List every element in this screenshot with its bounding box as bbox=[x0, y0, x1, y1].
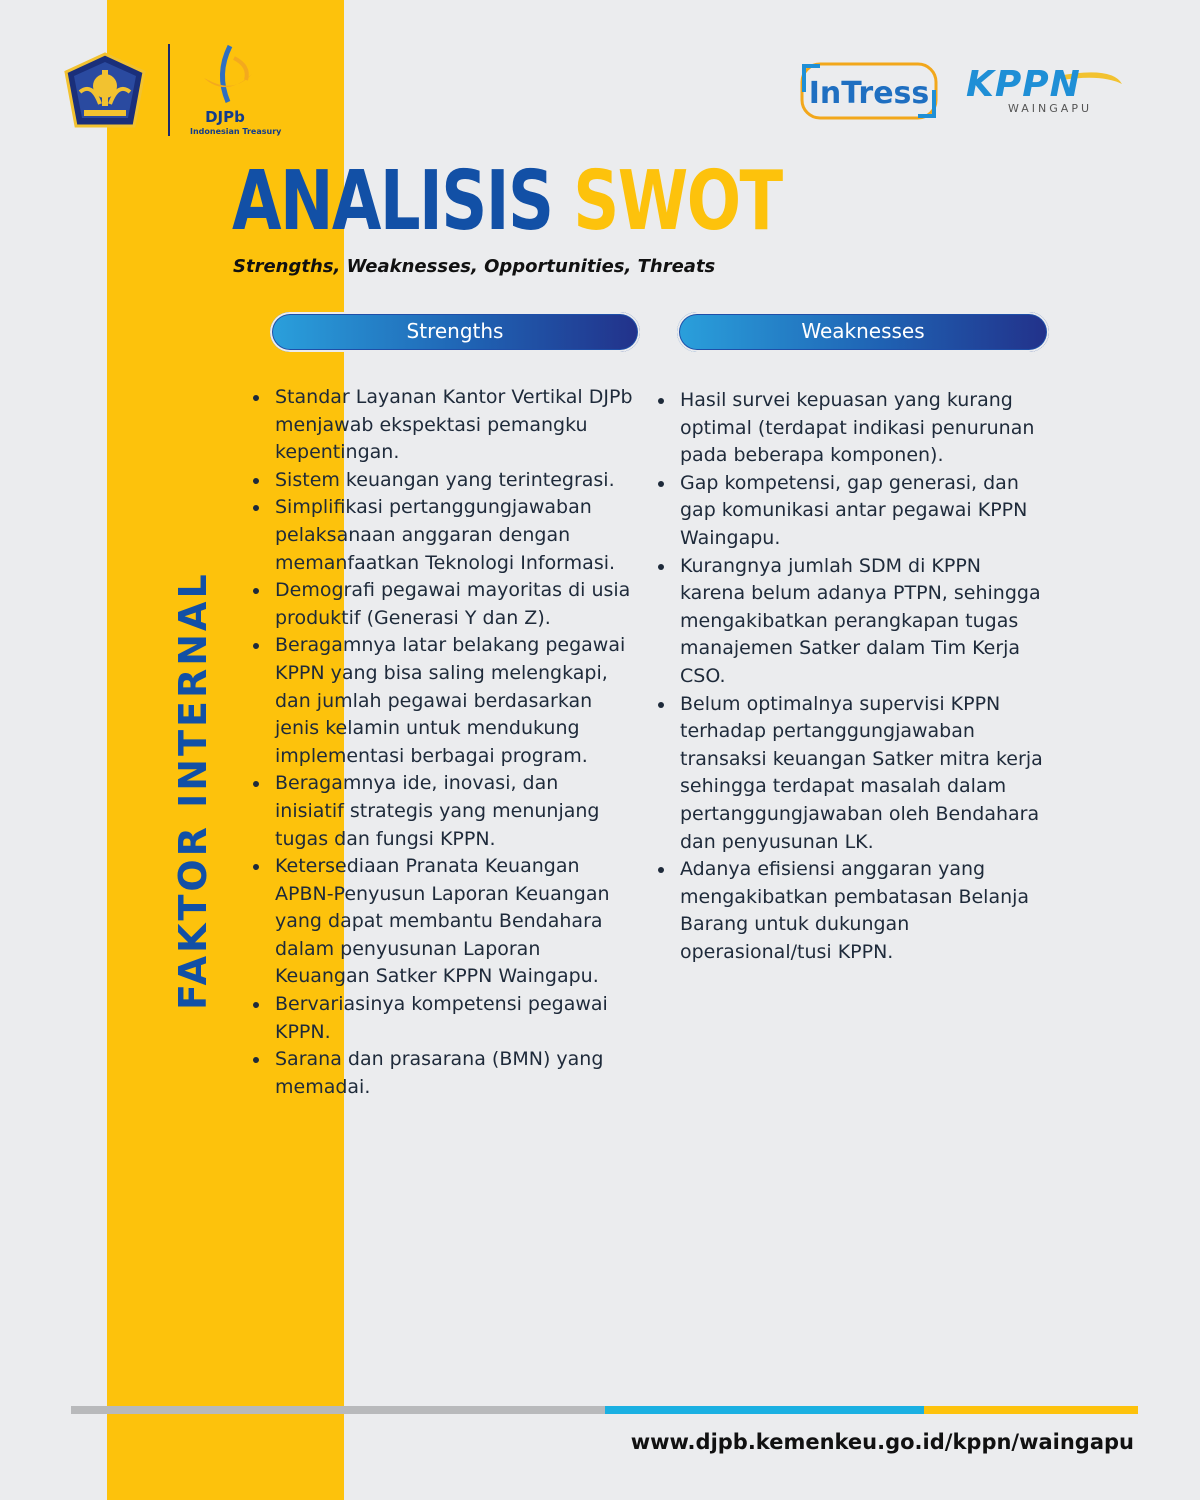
intress-logo bbox=[800, 62, 938, 120]
footer-bar-cyan bbox=[605, 1406, 924, 1414]
kppn-logo-name: KPPN bbox=[966, 64, 1081, 105]
title-part-analisis: ANALISIS bbox=[232, 154, 574, 249]
logo-divider bbox=[168, 44, 170, 136]
weaknesses-list bbox=[650, 387, 1046, 966]
strengths-heading: Strengths bbox=[406, 319, 504, 343]
list-item: • Gap kompetensi, gap generasi, dan gap komunikasi antar pegawai KPPN Waingapu. bbox=[676, 470, 1046, 553]
djpb-logo bbox=[188, 44, 280, 140]
weaknesses-header bbox=[677, 312, 1049, 352]
list-item: • Hasil survei kepuasan yang kurang optimal (terdapat indikasi penurunan pada beberapa komponen). bbox=[676, 387, 1046, 470]
strengths-list bbox=[245, 384, 633, 1101]
list-item: • Beragamnya latar belakang pegawai KPPN yang bisa saling melengkapi, dan jumlah pegawai berdasarkan jenis kelamin untuk mendukung implementasi berbagai program. bbox=[271, 632, 633, 770]
list-item: • Ketersediaan Pranata Keuangan APBN-Penyusun Laporan Keuangan yang dapat membantu Bendahara dalam penyusunan Laporan Keuangan Satker KPPN Waingapu. bbox=[271, 853, 633, 991]
footer-url-link[interactable]: www.djpb.kemenkeu.go.id/kppn/waingapu bbox=[630, 1430, 1134, 1454]
list-item: • Simplifikasi pertanggungjawaban pelaksanaan anggaran dengan memanfaatkan Teknologi Informasi. bbox=[271, 494, 633, 577]
list-item: • Belum optimalnya supervisi KPPN terhadap pertanggungjawaban transaksi keuangan Satker mitra kerja sehingga terdapat masalah dalam pertanggungjawaban oleh Bendahara dan penyusunan LK. bbox=[676, 691, 1046, 857]
strengths-header bbox=[270, 312, 640, 352]
djpb-logo-name: DJPb bbox=[205, 108, 245, 126]
list-item: • Sistem keuangan yang terintegrasi. bbox=[271, 467, 633, 495]
list-item: • Standar Layanan Kantor Vertikal DJPb menjawab ekspektasi pemangku kepentingan. bbox=[271, 384, 633, 467]
kppn-logo-subtitle: WAINGAPU bbox=[1008, 102, 1093, 115]
footer-bar-yellow bbox=[924, 1406, 1138, 1414]
title-part-swot: SWOT bbox=[573, 154, 782, 249]
list-item: • Sarana dan prasarana (BMN) yang memadai. bbox=[271, 1046, 633, 1101]
list-item: • Adanya efisiensi anggaran yang mengakibatkan pembatasan Belanja Barang untuk dukungan operasional/tusi KPPN. bbox=[676, 856, 1046, 966]
list-item: • Demografi pegawai mayoritas di usia produktif (Generasi Y dan Z). bbox=[271, 577, 633, 632]
kppn-logo bbox=[962, 64, 1128, 120]
weaknesses-heading: Weaknesses bbox=[801, 319, 925, 343]
kemenkeu-emblem-icon bbox=[64, 52, 146, 128]
djpb-logo-subtitle: Indonesian Treasury bbox=[190, 127, 282, 136]
page-subtitle: Strengths, Weaknesses, Opportunities, Threats bbox=[233, 256, 716, 277]
faktor-internal-label: FAKTOR INTERNAL bbox=[171, 571, 215, 1010]
intress-logo-text: InTress bbox=[808, 76, 930, 111]
list-item: • Bervariasinya kompetensi pegawai KPPN. bbox=[271, 991, 633, 1046]
page-title bbox=[232, 154, 782, 250]
djpb-swoosh-icon bbox=[194, 44, 258, 108]
footer-bar-gray bbox=[71, 1406, 605, 1414]
list-item: • Beragamnya ide, inovasi, dan inisiatif strategis yang menunjang tugas dan fungsi KPPN. bbox=[271, 770, 633, 853]
list-item: • Kurangnya jumlah SDM di KPPN karena belum adanya PTPN, sehingga mengakibatkan perangkapan tugas manajemen Satker dalam Tim Kerja CSO. bbox=[676, 553, 1046, 691]
